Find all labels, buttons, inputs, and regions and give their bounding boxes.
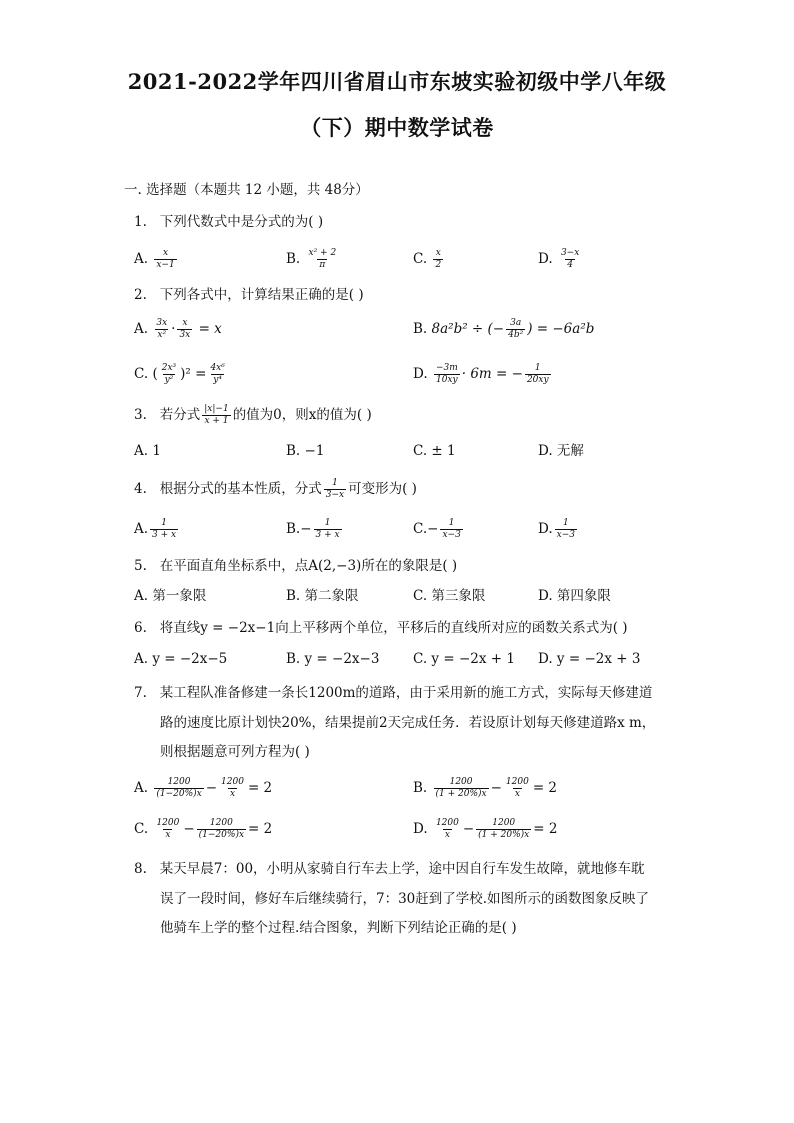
question-stem-line1: 某工程队准备修建一条长1200m的道路，由于采用新的施工方式，实际每天修建道 xyxy=(159,685,653,701)
frac-den: 4b² xyxy=(508,330,524,340)
q2-option-a: A. $\frac{3x}{\text{x²}}$ · $\frac{x}{3x}$ = x xyxy=(134,318,222,340)
frac-num: 1 xyxy=(161,518,167,528)
q5-option-d: D. 第四象限 xyxy=(538,588,611,604)
q5-option-c: C. 第三象限 xyxy=(413,588,486,604)
question-stem: 可变形为( ) xyxy=(348,481,417,497)
option-label: D. xyxy=(538,521,553,537)
question-8-line3: 他骑车上学的整个过程.结合图象，判断下列结论正确的是( ) xyxy=(160,920,517,936)
option-label: D. xyxy=(538,251,553,267)
frac-den: (1−20%)x xyxy=(156,789,202,799)
expr-tail: = 2 xyxy=(247,780,273,796)
frac-den: 3−x xyxy=(325,490,345,500)
option-label: D. xyxy=(413,366,428,382)
frac-den: 20xy xyxy=(526,375,549,385)
frac-num: 1200 xyxy=(167,777,191,787)
frac-den: x xyxy=(514,789,520,799)
frac-den: 2 xyxy=(435,260,442,270)
frac-den: x xyxy=(229,789,236,799)
q4-option-d xyxy=(538,518,579,541)
frac-num: 1200 xyxy=(505,777,529,787)
expr-pre: − xyxy=(300,521,312,537)
frac-den: 3 + x xyxy=(152,530,177,540)
option-label: C. xyxy=(413,521,428,537)
frac-den: 10xy xyxy=(436,375,458,385)
question-number: 3. xyxy=(134,407,147,423)
expr-tail: = 2 xyxy=(248,821,273,837)
question-number: 2. xyxy=(134,287,147,303)
frac-num: 1 xyxy=(324,518,331,528)
frac-num: 4x⁶ xyxy=(210,363,225,373)
expr-pre: 8a²b² ÷ (− xyxy=(431,321,505,337)
q7-option-b: B. $\frac{1200}{(1 + 20\%)x}$ − $\frac{1200}{x}$ = 2 xyxy=(413,777,558,799)
question-2 xyxy=(134,285,364,305)
question-6 xyxy=(134,618,628,638)
q5-option-a: A. 第一象限 xyxy=(134,588,207,604)
q6-option-b: B. y = −2x−3 xyxy=(286,651,380,667)
frac-num: 1200 xyxy=(492,818,516,828)
option-label: A. xyxy=(134,251,149,267)
question-number: 5. xyxy=(134,558,147,574)
expr-tail: = 2 xyxy=(533,821,558,837)
frac-den: (1 + 20%)x xyxy=(435,789,487,799)
q3-option-b: B. −1 xyxy=(286,443,325,459)
question-3 xyxy=(134,404,372,427)
option-label: B. xyxy=(413,321,428,337)
expr-tail: = x xyxy=(198,321,222,337)
frac-den: 4 xyxy=(567,260,573,270)
q3-option-c: C. ± 1 xyxy=(413,443,456,459)
question-stem: 将直线y = −2x−1向上平移两个单位，平移后的直线所对应的函数关系式为( ) xyxy=(159,620,628,636)
question-5 xyxy=(134,556,457,576)
frac-num: 1 xyxy=(448,518,455,528)
frac-den: x + 1 xyxy=(204,416,229,426)
q4-option-a xyxy=(134,518,180,541)
q1-option-d xyxy=(538,248,583,271)
frac-num: 1200 xyxy=(449,777,473,787)
frac-num: x² + 2 xyxy=(308,248,337,258)
section-heading: 一. 选择题（本题共 12 小题，共 48分） xyxy=(124,182,369,198)
option-label: A. xyxy=(134,521,149,537)
question-stem-line1: 某天早晨7：00，小明从家骑自行车去上学，途中因自行车发生故障，就地修车耽 xyxy=(159,861,645,877)
question-number: 4. xyxy=(134,481,147,497)
frac-den: x−3 xyxy=(556,530,575,540)
option-label: C. xyxy=(134,821,149,837)
q1-option-c xyxy=(413,248,445,271)
frac-num: 1200 xyxy=(221,777,244,787)
question-7-line2: 路的速度比原计划快20%，结果提前2天完成任务．若设原计划每天修建道路x m， xyxy=(160,715,656,731)
option-label: C. xyxy=(413,251,428,267)
q6-option-c: C. y = −2x + 1 xyxy=(413,651,515,667)
frac-den: x−3 xyxy=(442,530,461,540)
q6-option-a: A. y = −2x−5 xyxy=(134,651,228,667)
question-8 xyxy=(134,859,645,879)
exam-title-line1: 2021-2022学年四川省眉山市东坡实验初级中学八年级 xyxy=(127,69,667,94)
option-label: A. xyxy=(134,780,149,796)
q1-option-a xyxy=(134,248,179,271)
q6-option-d: D. y = −2x + 3 xyxy=(538,651,641,667)
expr-pre: − xyxy=(427,521,439,537)
option-label: C. xyxy=(134,366,149,382)
option-label: B. xyxy=(286,521,301,537)
q7-option-c: C. $\frac{1200}{x}$ − $\frac{1200}{(1-20\%)x}$ = 2 xyxy=(134,818,273,840)
frac-den: x−1 xyxy=(156,260,175,270)
question-number: 1. xyxy=(134,214,147,230)
frac-num: 2x³ xyxy=(161,363,177,373)
frac-den: (1 + 20%)x xyxy=(478,830,530,840)
frac-num: 1 xyxy=(332,478,338,488)
question-number: 8. xyxy=(134,861,147,877)
q5-option-b: B. 第二象限 xyxy=(286,588,359,604)
frac-num: 3a xyxy=(510,318,522,328)
option-label: B. xyxy=(286,251,301,267)
frac-den: x xyxy=(165,830,171,840)
frac-den: y⁴ xyxy=(213,375,222,385)
q7-option-d: D. $\frac{1200}{x}$ − $\frac{1200}{(1 + 20\%)x}$ = 2 xyxy=(413,818,558,840)
question-stem: 若分式 xyxy=(159,407,201,423)
frac-num: x xyxy=(435,248,441,258)
question-8-line2: 误了一段时间，修好车后继续骑行，7：30赶到了学校.如图所示的函数图象反映了 xyxy=(160,891,650,907)
q2-option-c xyxy=(134,363,229,386)
frac-num: |x|−1 xyxy=(204,404,229,414)
frac-num: x xyxy=(182,318,188,328)
expr-tail: = 2 xyxy=(532,780,558,796)
frac-den: (1−20%)x xyxy=(198,830,245,840)
q2-option-d xyxy=(413,363,553,386)
q4-option-b xyxy=(286,518,344,541)
frac-num: −3m xyxy=(435,363,458,373)
option-label: D. xyxy=(413,821,428,837)
frac-num: 1200 xyxy=(156,818,180,828)
frac-den: π xyxy=(319,260,326,270)
question-4 xyxy=(134,478,417,501)
q3-option-a: A. 1 xyxy=(134,443,161,459)
question-stem: 下列代数式中是分式的为( ) xyxy=(159,214,324,230)
option-label: A. xyxy=(134,321,149,337)
q2-option-b xyxy=(413,318,594,341)
exam-title-line2: （下）期中数学试卷 xyxy=(300,115,494,140)
frac-den: x² xyxy=(157,330,167,340)
frac-den: 3x xyxy=(179,330,191,340)
frac-den: 3 + x xyxy=(315,530,340,540)
option-label: B. xyxy=(413,780,428,796)
question-stem: 在平面直角坐标系中，点A(2,−3)所在的象限是( ) xyxy=(159,558,458,574)
frac-den: x xyxy=(444,830,450,840)
question-stem: 下列各式中，计算结果正确的是( ) xyxy=(159,287,364,303)
question-number: 6. xyxy=(134,620,147,636)
question-7 xyxy=(134,683,652,703)
q4-option-c xyxy=(413,518,465,541)
question-stem: 的值为0，则x的值为( ) xyxy=(232,407,372,423)
expr-pre: ( xyxy=(152,366,158,382)
frac-den: y² xyxy=(164,375,174,385)
expr-mid: )² = xyxy=(180,366,207,382)
question-7-line3: 则根据题意可列方程为( ) xyxy=(160,744,310,760)
expr-mid: · 6m = − xyxy=(461,366,523,382)
q7-option-a: A. $\frac{1200}{(1-20\%)x}$ − $\frac{1200}{x}$ = 2 xyxy=(134,777,273,799)
frac-num: 1 xyxy=(534,363,541,373)
question-stem: 根据分式的基本性质，分式 xyxy=(159,481,322,497)
frac-num: 3−x xyxy=(560,248,580,258)
question-1 xyxy=(134,212,323,232)
frac-num: 1 xyxy=(562,518,569,528)
frac-num: 3x xyxy=(156,318,168,328)
question-number: 7. xyxy=(134,685,147,701)
q1-option-b xyxy=(286,248,340,271)
frac-num: 1200 xyxy=(209,818,233,828)
expr-tail: ) = −6a²b xyxy=(527,321,595,337)
frac-num: 1200 xyxy=(435,818,459,828)
frac-num: x xyxy=(162,248,169,258)
q3-option-d: D. 无解 xyxy=(538,443,584,459)
